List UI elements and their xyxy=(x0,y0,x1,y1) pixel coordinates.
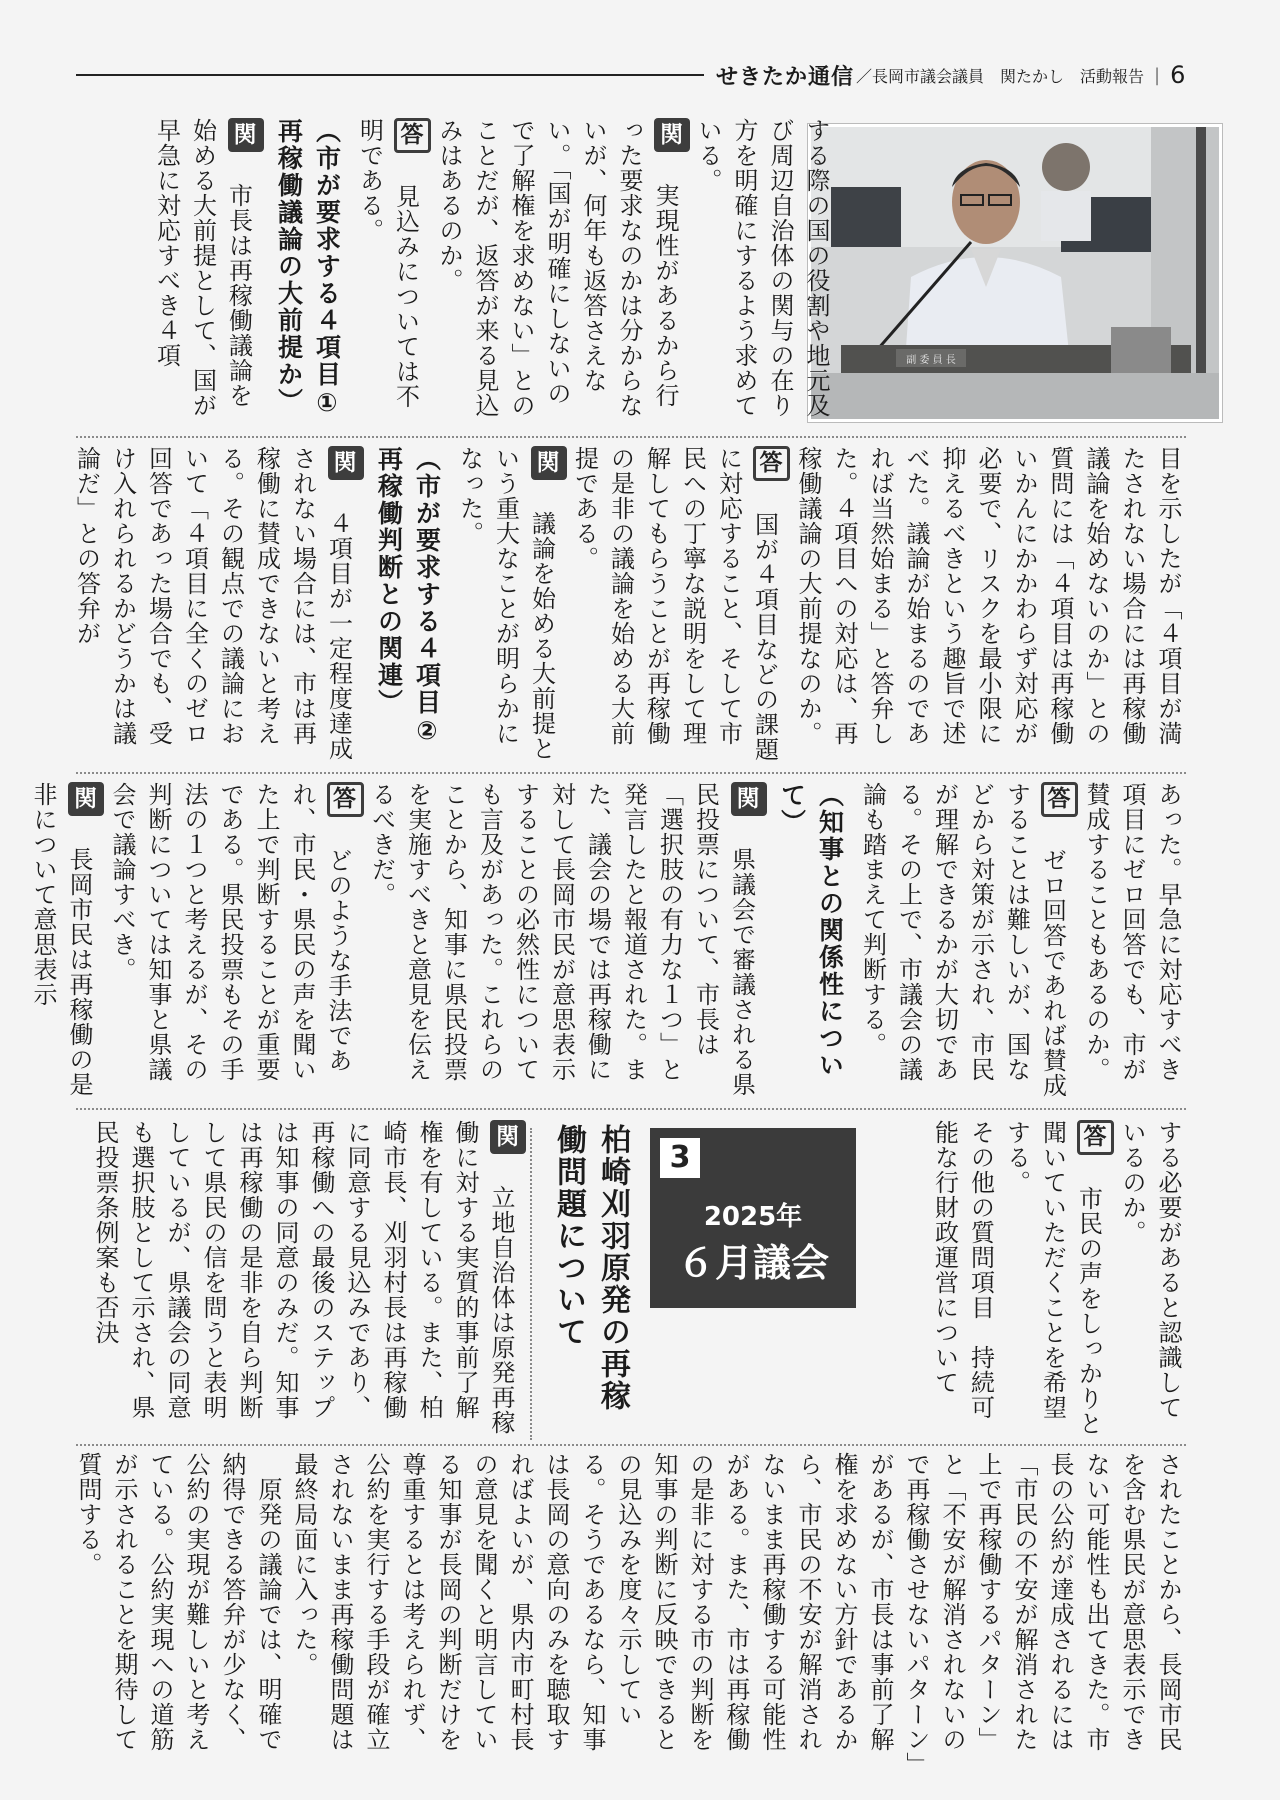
row2-heading: （市が要求する４項目②再稼働判断との関連） xyxy=(374,446,442,747)
question-mark-icon: 関 xyxy=(68,782,104,816)
row5-paragraph-2-text: 原発の議論では、明確で納得できる答弁が少なく、公約の実現が難しいと考えている。公約実現への道筋が示されることを期待して質問する。 xyxy=(74,1452,282,1752)
question-mark-icon: 関 xyxy=(531,446,567,480)
row3-question-text: 県議会で審議される県民投票について、市長は「選択肢の有力な１つ」と発言したと報道された。また、議会の場では再稼働に対して長岡市民が意思表示することの必然性についても言及があった。これらのことから、知事に県民投票を実施すべきと意見を伝えるべきだ。 xyxy=(367,782,756,1097)
answer-mark-icon: 答 xyxy=(753,446,790,481)
row2-question-text: 議論を始める大前提という重大なことが明らかになった。 xyxy=(455,446,556,761)
session-heading-box xyxy=(650,1128,856,1308)
row3-answer-text: ゼロ回答であれば賛成することは難しいが、国などから対策が示され、市民が理解できるかが大切である。その上で、市議会の議論も踏まえて判断する。 xyxy=(858,782,1067,1098)
question-mark-icon: 関 xyxy=(228,118,264,152)
row4-other-topics: その他の質問項目 持続可能な行財政運営について xyxy=(930,1120,995,1420)
topic-divider xyxy=(530,1128,532,1440)
newsletter-subtitle: ／長岡市議会議員 関たかし 活動報告 xyxy=(856,66,1145,86)
row3-question-2-text: 長岡市民は再稼働の是非について意思表示 xyxy=(29,782,93,1097)
row3-answer-2 xyxy=(104,782,364,1106)
row3-answer xyxy=(855,782,1079,1106)
question-mark-icon: 関 xyxy=(328,446,364,480)
row4-answer xyxy=(999,1120,1115,1440)
answer-mark-icon: 答 xyxy=(1077,1120,1114,1155)
row1-question-text: 実現性があるから行った要求なのかは分からないが、何年も返答さえない。「国が明確にしないので了解権を求めない」とのことだが、返答が来る見込みはあるのか。 xyxy=(435,118,679,418)
header-rule xyxy=(76,74,704,76)
session-title: ６月議会 xyxy=(676,1241,829,1285)
page-number: 6 xyxy=(1170,61,1186,89)
divider-1 xyxy=(76,436,1186,438)
row3-question xyxy=(364,782,767,1106)
row4-paragraph-1: する必要があると認識しているのか。 xyxy=(1118,1120,1182,1420)
row5-paragraph-1: されたことから、長岡市民を含む県民が意思表示できない可能性も出てきた。市長の公約が達成されるには「市民の不安が解消された上で再稼働するパターン」と「不安が解消されないので再稼働させないパターン」があるが、市長は事前了解権を求めない方針であるから、市民の不安が解消されないまま再稼働する可能性がある。また、市は再稼働の是非に対する市の判断を知事の判断に反映できるとの見込みを度々示している。そうであるなら、知事は長岡の意向のみを聴取すればよいが、県内市町村長の意見を聞くと明言している知事が長岡の判断だけを尊重するとは考えられず、公約を実行する手段が確立されないまま再稼働問題は最終局面に入った。 xyxy=(290,1452,1182,1765)
row2-answer-text: 国が４項目などの課題に対応すること、そして市民への丁寧な説明をして理解してもらうことが再稼働の是非の議論を始める大前提である。 xyxy=(570,446,779,762)
row3-text xyxy=(29,782,1186,1106)
divider-3 xyxy=(76,1108,1186,1110)
row5-paragraph-2 xyxy=(70,1452,286,1772)
row1-question xyxy=(431,118,690,430)
session-year: 2025年 xyxy=(703,1202,803,1232)
header-separator: | xyxy=(1154,64,1161,86)
row4-right-text xyxy=(886,1120,1186,1440)
row-5 xyxy=(76,1452,1186,1772)
row1-text xyxy=(92,118,834,430)
row1-answer-text: 見込みについては不明である。 xyxy=(355,118,420,409)
row5-text xyxy=(74,1452,1186,1772)
row4-question xyxy=(87,1120,526,1440)
row4-question-text: 立地自治体は原発再稼働に対する実質的事前了解権を有している。また、柏崎市長、刈羽村長は再稼働に同意する見込みであり、再稼働への最後のステップは知事の同意のみだ。知事は再稼働の是非を自ら判断して県民の信を問うと表明しているが、県議会の同意も選択肢として示され、県民投票条例案も否決 xyxy=(91,1120,515,1435)
newsletter-title: せきたか通信 xyxy=(716,64,855,90)
row-2 xyxy=(72,446,1186,768)
answer-mark-icon: 答 xyxy=(1041,782,1078,817)
page-header xyxy=(716,58,1185,92)
row4-left-text xyxy=(76,1120,526,1440)
row1-paragraph-1: する際の国の役割や地元及び周辺自治体の関与の在り方を明確にするよう求めている。 xyxy=(694,118,830,418)
divider-2 xyxy=(76,772,1186,774)
row3-answer-2-text: どのような手法であれ、市民・県民の声を聞いた上で判断することが重要である。県民投票もその手法の１つと考えるが、その判断については知事と県議会で議論すべき。 xyxy=(108,782,352,1082)
row2-question-2 xyxy=(69,446,364,768)
nameplate-text: 副 委 員 長 xyxy=(906,355,956,366)
question-mark-icon: 関 xyxy=(731,782,767,816)
row1-answer xyxy=(352,118,432,430)
row-1 xyxy=(76,118,1186,430)
row2-paragraph-1: 目を示したが「４項目が満たされない場合には再稼働議論を始めないのか」との質問には「４項目は再稼働いかんにかかわらず対応が必要で、リスクを最小限に抑えるべきという趣旨で述べた。議論が始まるのであれば当然始まる」と答弁した。４項目への対応は、再稼働議論の大前提なのか。 xyxy=(794,446,1182,746)
question-mark-icon: 関 xyxy=(490,1120,526,1154)
row3-question-2 xyxy=(25,782,104,1106)
answer-mark-icon: 答 xyxy=(327,782,364,817)
row3-paragraph-1: あった。早急に対応すべき項目にゼロ回答でも、市が賛成することもあるのか。 xyxy=(1082,782,1182,1082)
row1-question-2-text: 市長は再稼働議論を始める大前提として、国が早急に対応すべき４項 xyxy=(152,118,253,418)
row2-question xyxy=(452,446,567,768)
row2-text xyxy=(72,446,1186,768)
topic-heading: 柏崎刈羽原発の再稼働問題について xyxy=(551,1124,630,1412)
row1-question-2 xyxy=(149,118,264,430)
row2-answer xyxy=(567,446,791,768)
row3-heading: （知事との関係性について） xyxy=(777,782,845,1079)
answer-mark-icon: 答 xyxy=(394,118,431,153)
row-3 xyxy=(29,782,1186,1106)
section-number: 3 xyxy=(660,1138,700,1178)
row1-heading: （市が要求する４項目①再稼働議論の大前提か） xyxy=(274,118,342,419)
row4-answer-text: 市民の声をしっかりと聞いていただくことを希望する。 xyxy=(1002,1120,1103,1436)
question-mark-icon: 関 xyxy=(654,118,690,152)
row2-question-2-text: ４項目が一定程度達成されない場合には、市は再稼働に賛成できないと考える。その観点での議論において「４項目に全くのゼロ回答であった場合でも、受け入れられるかどうかは議論だ」との答弁が xyxy=(72,446,353,761)
divider-4 xyxy=(76,1444,1186,1446)
